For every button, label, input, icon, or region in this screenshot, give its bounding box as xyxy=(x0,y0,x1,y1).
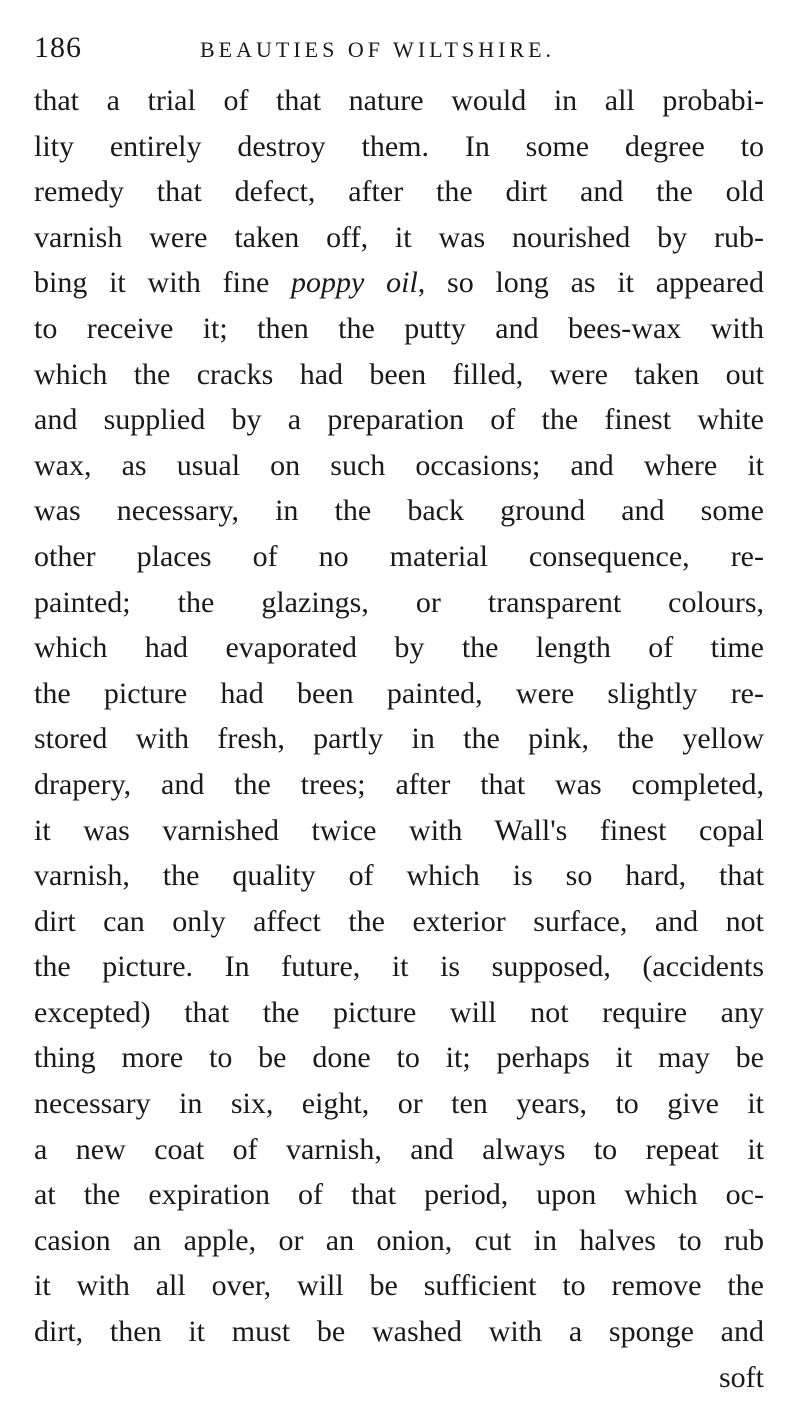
catchword: soft xyxy=(719,1360,764,1394)
text-line: bing it with fine poppy oil, so long as it appeared xyxy=(34,266,764,300)
body-text xyxy=(34,78,764,1400)
text-line: excepted) that the picture will not require any xyxy=(34,995,764,1029)
text-line: thing more to be done to it; perhaps it may be xyxy=(34,1041,764,1075)
text-line: was necessary, in the back ground and some xyxy=(34,494,764,528)
text-line: casion an apple, or an onion, cut in halves to rub xyxy=(34,1223,764,1257)
text-line: at the expiration of that period, upon which oc- xyxy=(34,1178,764,1212)
text-line: that a trial of that nature would in all probabi- xyxy=(34,84,764,117)
text-line: wax, as usual on such occasions; and where it xyxy=(34,448,764,482)
page-number: 186 xyxy=(34,31,82,64)
running-title: BEAUTIES OF WILTSHIRE. xyxy=(200,37,556,62)
text-line: a new coat of varnish, and always to repeat it xyxy=(34,1132,764,1166)
text-line: lity entirely destroy them. In some degree to xyxy=(34,129,764,163)
text-line: it was varnished twice with Wall's finest copal xyxy=(34,813,764,847)
text-line: dirt can only affect the exterior surface, and not xyxy=(34,904,764,938)
text-line: painted; the glazings, or transparent colours, xyxy=(34,585,764,619)
text-line: the picture. In future, it is supposed, (accidents xyxy=(34,950,764,984)
text-line: necessary in six, eight, or ten years, to give it xyxy=(34,1087,764,1121)
text-line: varnish, the quality of which is so hard, that xyxy=(34,859,764,893)
text-line: drapery, and the trees; after that was completed, xyxy=(34,767,764,801)
text-line: it with all over, will be sufficient to remove the xyxy=(34,1269,764,1303)
text-line: which had evaporated by the length of time xyxy=(34,631,764,665)
text-line: which the cracks had been filled, were taken out xyxy=(34,357,764,391)
italic-phrase: poppy oil xyxy=(291,266,418,300)
text-line: varnish were taken off, it was nourished by rub- xyxy=(34,220,764,254)
text-line: dirt, then it must be washed with a sponge and xyxy=(34,1315,764,1349)
running-head xyxy=(34,20,764,76)
text-line: the picture had been painted, were slightly re- xyxy=(34,676,764,710)
text-line: other places of no material consequence, re- xyxy=(34,539,764,573)
text-line: remedy that defect, after the dirt and the old xyxy=(34,175,764,209)
text-line: to receive it; then the putty and bees-wax with xyxy=(34,311,764,345)
text-line: stored with fresh, partly in the pink, the yellow xyxy=(34,722,764,756)
text-line: and supplied by a preparation of the finest white xyxy=(34,403,764,437)
